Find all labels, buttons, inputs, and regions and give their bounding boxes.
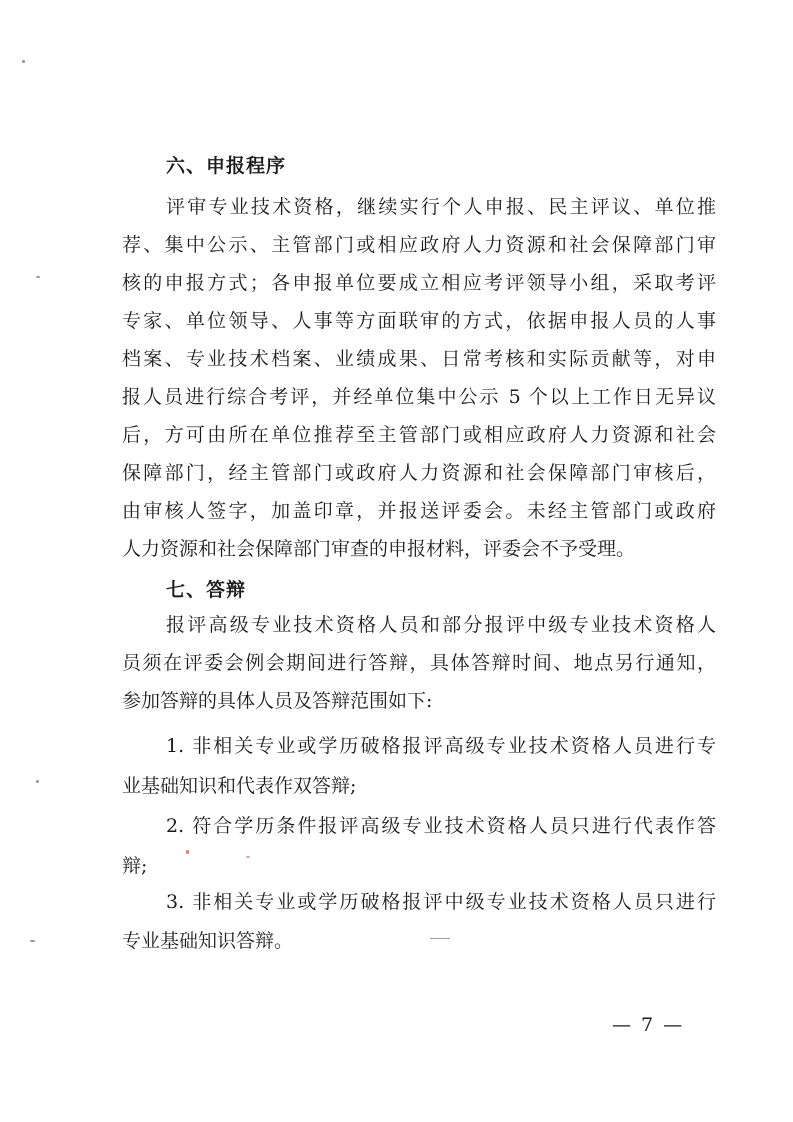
scan-speck (30, 940, 35, 942)
scan-speck (22, 60, 25, 63)
section-7-intro-line-2: 员须在评委会例会期间进行答辩，具体答辩时间、地点另行通知， (122, 652, 716, 674)
section-7-intro-line-1: 报评高级专业技术资格人员和部分报评中级专业技术资格人 (166, 614, 716, 636)
item-2-line-1: 2. 符合学历条件报评高级专业技术资格人员只进行代表作答 (166, 815, 716, 837)
scan-speck (186, 850, 189, 854)
page-number: — 7 — (612, 1014, 685, 1036)
section-6-line-8: 保障部门，经主管部门或政府人力资源和社会保障部门审核后， (122, 462, 716, 484)
scan-speck (36, 780, 39, 783)
item-1-line-2: 业基础知识和代表作双答辩; (122, 775, 357, 797)
scan-speck (36, 276, 40, 278)
section-6-heading: 六、申报程序 (166, 155, 287, 177)
section-6-line-2: 荐、集中公示、主管部门或相应政府人力资源和社会保障部门审 (122, 234, 716, 256)
section-6-line-3: 核的申报方式；各申报单位要成立相应考评领导小组，采取考评 (122, 272, 716, 294)
section-6-line-9: 由审核人签字，加盖印章，并报送评委会。未经主管部门或政府 (122, 500, 716, 522)
section-6-line-6: 报人员进行综合考评，并经单位集中公示 5 个以上工作日无异议 (122, 386, 716, 408)
section-6-line-1: 评审专业技术资格，继续实行个人申报、民主评议、单位推 (166, 196, 716, 218)
section-6-line-7: 后，方可由所在单位推荐至主管部门或相应政府人力资源和社会 (122, 424, 716, 446)
item-3-line-1: 3. 非相关专业或学历破格报评中级专业技术资格人员只进行 (166, 891, 716, 913)
section-7-heading: 七、答辩 (166, 579, 247, 601)
scan-speck (430, 938, 450, 939)
item-2-line-2: 辩; (122, 855, 148, 877)
section-7-intro-line-3: 参加答辩的具体人员及答辩范围如下: (122, 690, 433, 712)
section-6-line-10: 人力资源和社会保障部门审查的申报材料，评委会不予受理。 (122, 538, 636, 560)
section-6-line-4: 专家、单位领导、人事等方面联审的方式，依据申报人员的人事 (122, 310, 716, 332)
scan-speck (246, 856, 250, 858)
item-1-line-1: 1. 非相关专业或学历破格报评高级专业技术资格人员进行专 (166, 735, 716, 757)
section-6-line-5: 档案、专业技术档案、业绩成果、日常考核和实际贡献等，对申 (122, 348, 716, 370)
item-3-line-2: 专业基础知识答辩。 (122, 930, 294, 952)
